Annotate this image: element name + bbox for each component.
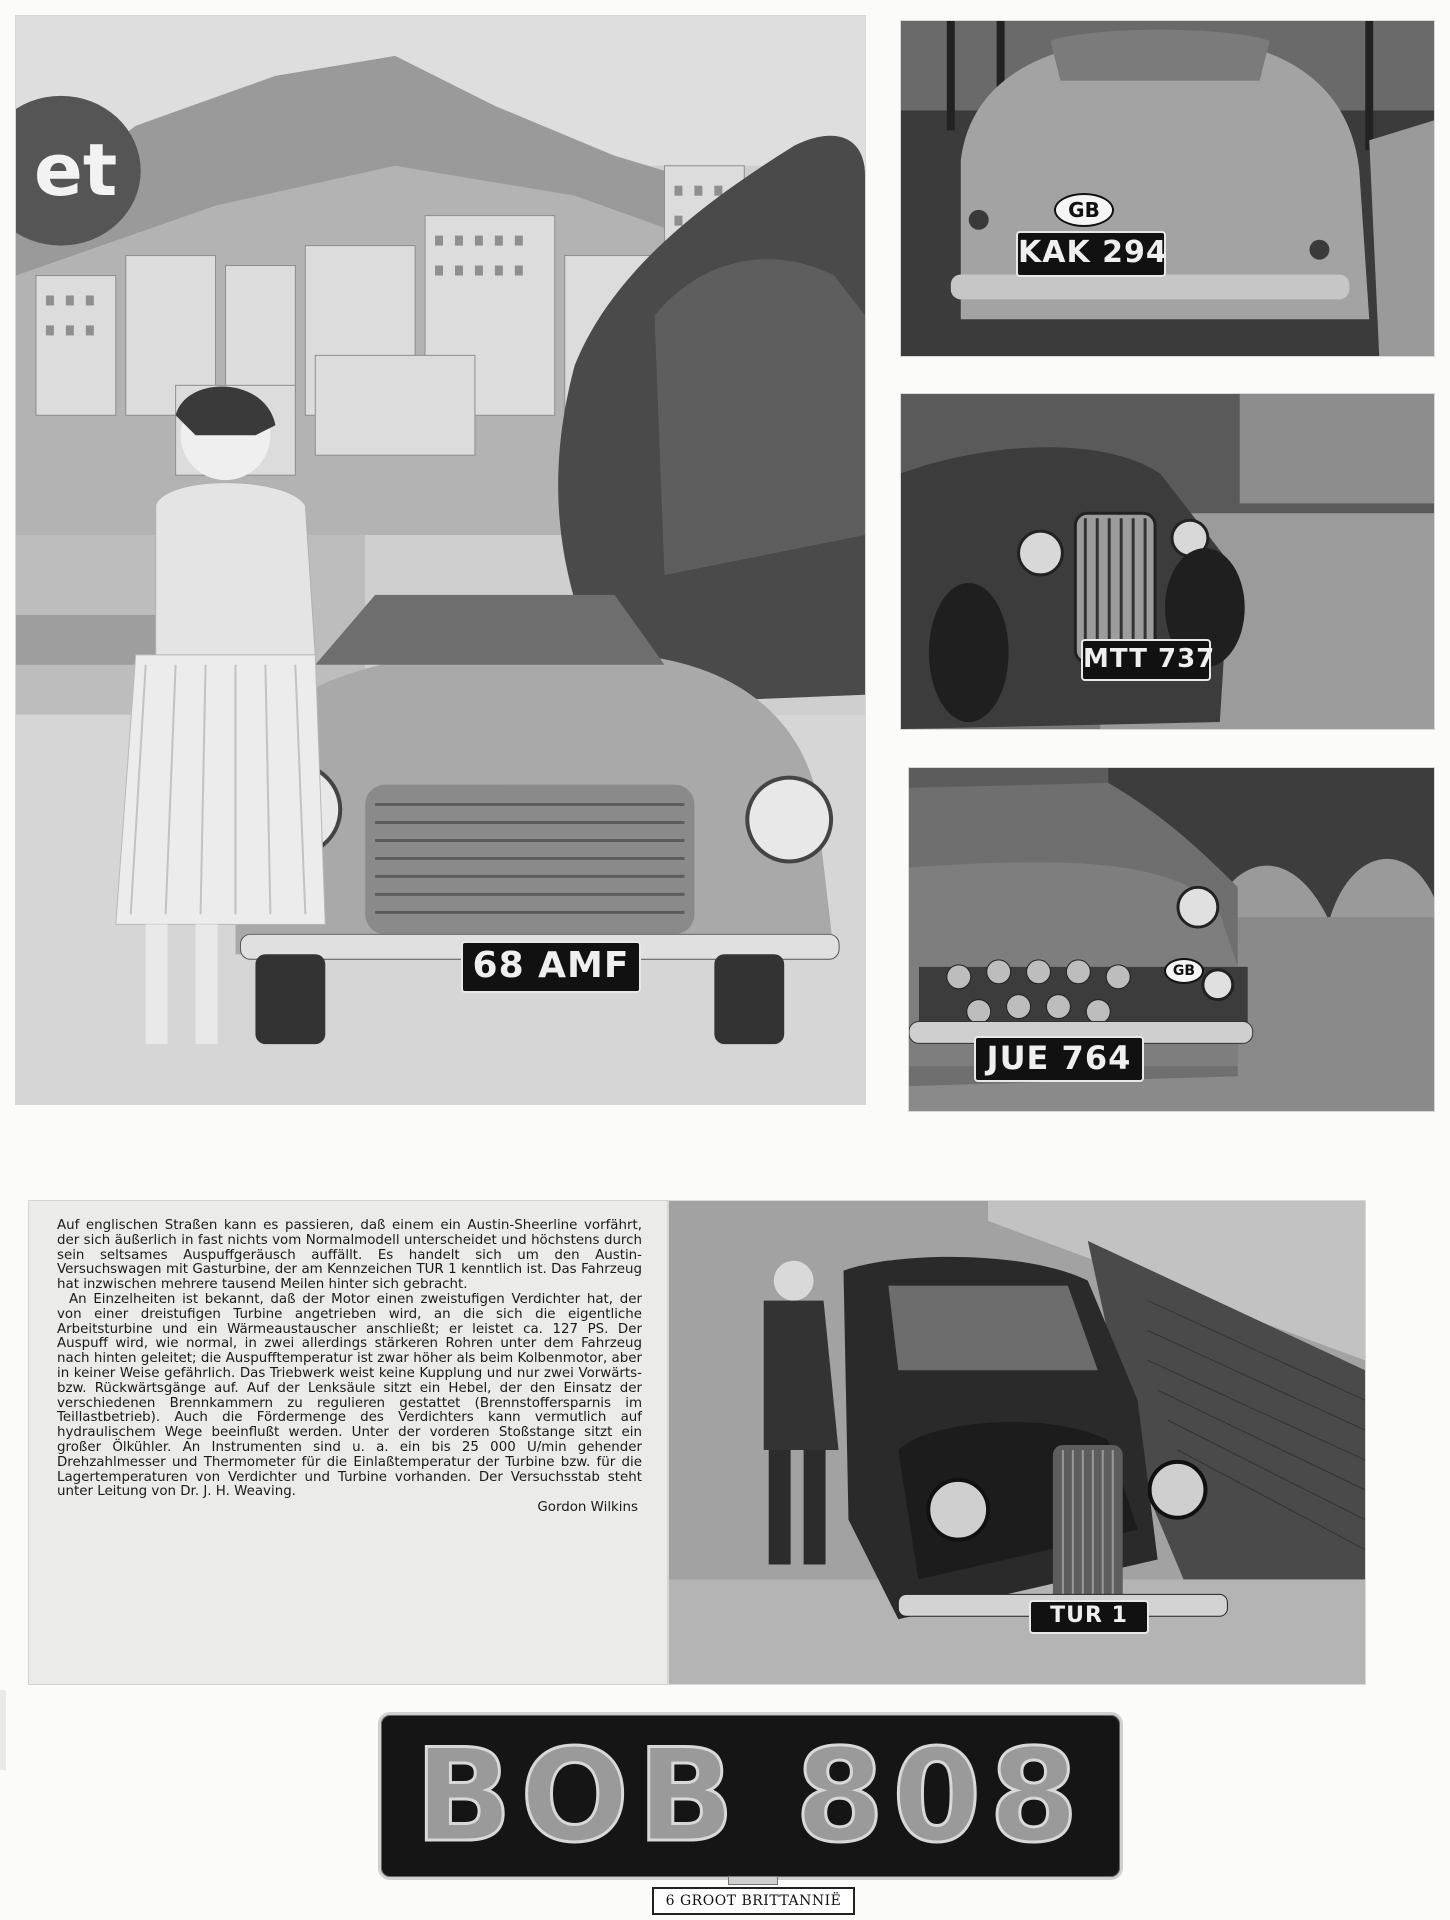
photo-rear-car	[900, 20, 1435, 357]
large-plate-text: BOB 808	[414, 1722, 1087, 1871]
license-plate-mtt-737: MTT 737	[1081, 639, 1211, 681]
article-byline: Gordon Wilkins	[537, 1500, 638, 1516]
license-plate-jue-764: JUE 764	[974, 1036, 1144, 1082]
monaco-scene	[16, 16, 865, 1104]
paper-edge	[0, 1690, 6, 1770]
photo-turbine-car	[668, 1200, 1366, 1685]
photo-sports-car	[900, 393, 1435, 730]
article-paragraph: Auf englischen Straßen kann es passieren, daß einem ein Austin-Sheerline vorfährt, der sich äußerlich in fast nichts vom Normalmodell unterscheidet und höchstens durch sein seltsames Auspuffgeräusch auffällt. Es handelt sich um den Austin-Versuchswagen mit Gasturbine, der am Kennzeichen TUR 1 kenntlich ist. Das Fahrzeug hat inzwischen mehrere tausend Meilen hinter sich gebracht.	[57, 1218, 642, 1293]
page-caption-label: 6 GROOT BRITTANNIË	[652, 1887, 855, 1915]
gb-oval-badge: GB	[1054, 193, 1114, 227]
license-plate-bob-808	[378, 1712, 1123, 1880]
maker-stamp	[728, 1876, 778, 1885]
article-panel	[28, 1200, 668, 1685]
article-text	[57, 1219, 642, 1516]
article-paragraph: An Einzelheiten ist bekannt, daß der Motor einen zweistufigen Verdichter hat, der von einer dreistufigen Turbine angetrieben wird, an die sich die eigentliche Arbeitsturbine und ein Wärmeaustauscher anschließt; er leistet ca. 127 PS. Der Auspuff wird, wie normal, in zwei allerdings stärkeren Rohren unter dem Fahrzeug nach hinten geleitet; die Auspufftemperatur ist zwar höher als beim Kolbenmotor, aber in keiner Weise gefährlich. Das Triebwerk weist keine Kupplung und nur zwei Vorwärts- bzw. Rückwärtsgänge auf. Auf der Lenksäule sitzt ein Hebel, der den Einsatz der verschiedenen Brennkammern zu regulieren gestattet (Brennstoffersparnis im Teillastbetrieb). Auch die Fördermenge des Verdichters kann vermutlich auf hydraulischem Wege beeinflußt werden. Unter der vorderen Stoßstange sitzt ein großer Ölkühler. An Instrumenten sind u. a. ein bis 25 000 U/min gehender Drehzahlmesser und Thermometer für die Einlaßtemperatur der Turbine bzw. für die Lagertemperaturen von Verdichter und Turbine vorhanden. Der Versuchsstab steht unter Leitung von Dr. J. H. Weaving.	[57, 1291, 642, 1500]
rear-car-scene	[901, 21, 1434, 356]
photo-monaco-sports-car	[15, 15, 866, 1105]
turbine-car-scene	[669, 1201, 1365, 1684]
gb-oval-badge: GB	[1164, 958, 1204, 984]
photo-saloon-with-badges	[908, 767, 1435, 1112]
license-plate-kak-294: KAK 294	[1016, 231, 1166, 277]
sign-fragment: et	[34, 128, 118, 212]
license-plate-68-amf: 68 AMF	[461, 941, 641, 993]
license-plate-tur-1: TUR 1	[1029, 1600, 1149, 1634]
